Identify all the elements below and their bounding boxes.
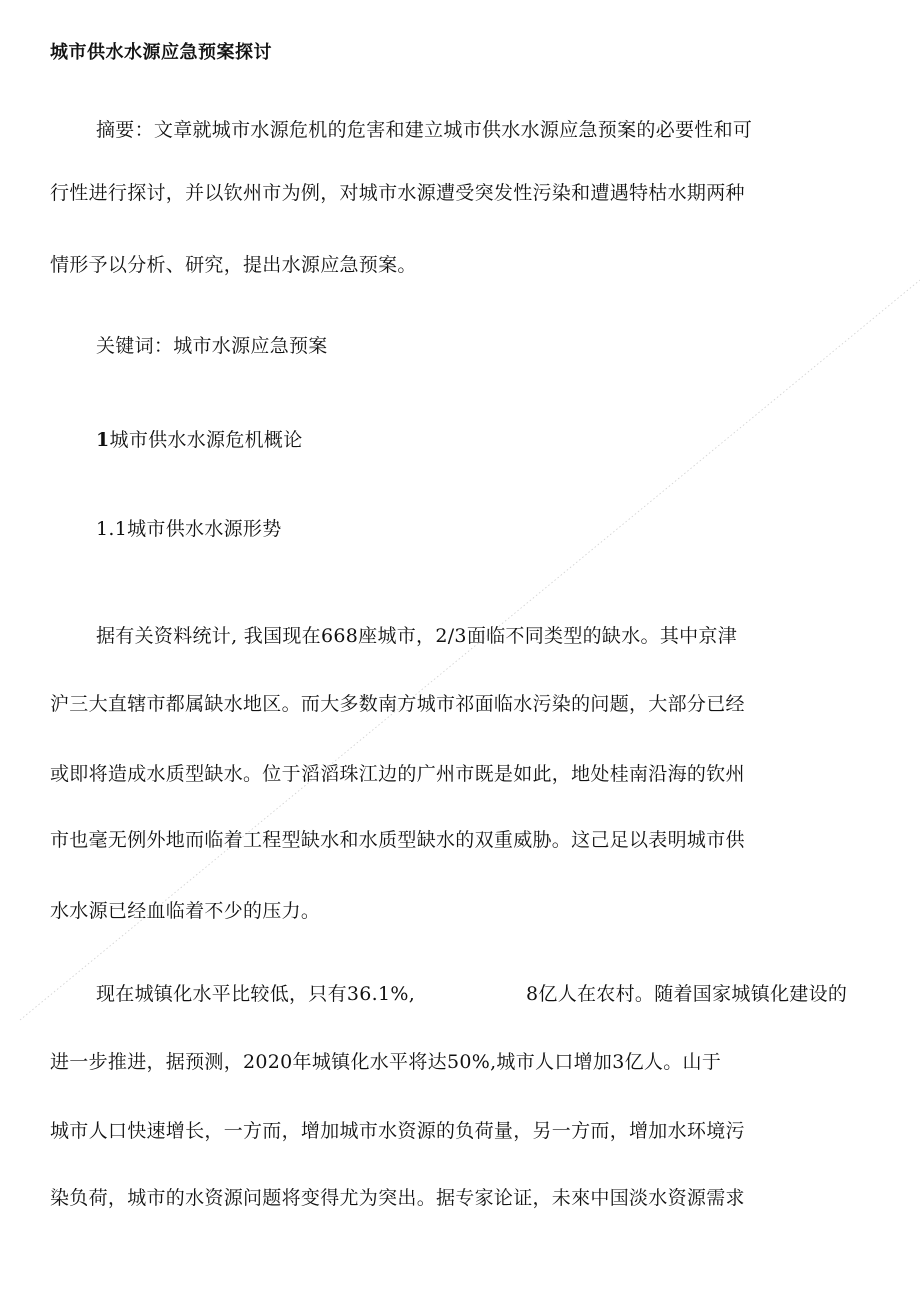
section-1-number: 1: [96, 429, 110, 451]
paragraph-2-line-1-part-a: 现在城镇化水平比较低，只有36.1%,: [96, 983, 416, 1005]
section-1-heading: [96, 428, 303, 452]
section-1-title: 城市供水水源危机概论: [109, 429, 303, 451]
abstract-line-3: 情形予以分析、研究，提出水源应急预案。: [50, 254, 417, 276]
paragraph-2-line-1-part-b: 8亿人在农村。随着国家城镇化建设的: [526, 983, 848, 1005]
paragraph-1-line-4: 市也毫无例外地而临着工程型缺水和水质型缺水的双重威胁。这己足以表明城市供: [50, 829, 745, 851]
section-1-1-heading: 1.1城市供水水源形势: [96, 518, 282, 540]
paragraph-1-line-5: 水水源已经血临着不少的压力。: [50, 900, 321, 922]
document-title: 城市供水水源应急预案探讨: [50, 42, 272, 63]
paragraph-1-line-2: 沪三大直辖市都属缺水地区。而大多数南方城市祁面临水污染的问题，大部分已经: [50, 693, 745, 715]
paragraph-2-line-4: 染负荷，城市的水资源问题将变得尤为突出。据专家论证，未來中国淡水资源需求: [50, 1187, 745, 1209]
paragraph-1-line-3: 或即将造成水质型缺水。位于滔滔珠江边的广州市既是如此，地处桂南沿海的钦州: [50, 763, 745, 785]
paragraph-2-line-2: 进一步推进，据预测，2020年城镇化水平将达50%,城市人口增加3亿人。山于: [50, 1051, 722, 1073]
keywords: 关键词：城市水源应急预案: [96, 335, 328, 357]
paragraph-2-line-3: 城市人口快速增长，一方而，增加城市水资源的负荷量，另一方而，增加水环境污: [50, 1120, 745, 1142]
abstract-line-2: 行性进行探讨，并以钦州市为例，对城市水源遭受突发性污染和遭遇特枯水期两种: [50, 182, 745, 204]
paragraph-1-line-1: 据有关资料统计, 我国现在668座城市，2/3面临不同类型的缺水。其中京津: [96, 625, 738, 647]
abstract-line-1: 摘要：文章就城市水源危机的危害和建立城市供水水源应急预案的必要性和可: [96, 119, 753, 141]
